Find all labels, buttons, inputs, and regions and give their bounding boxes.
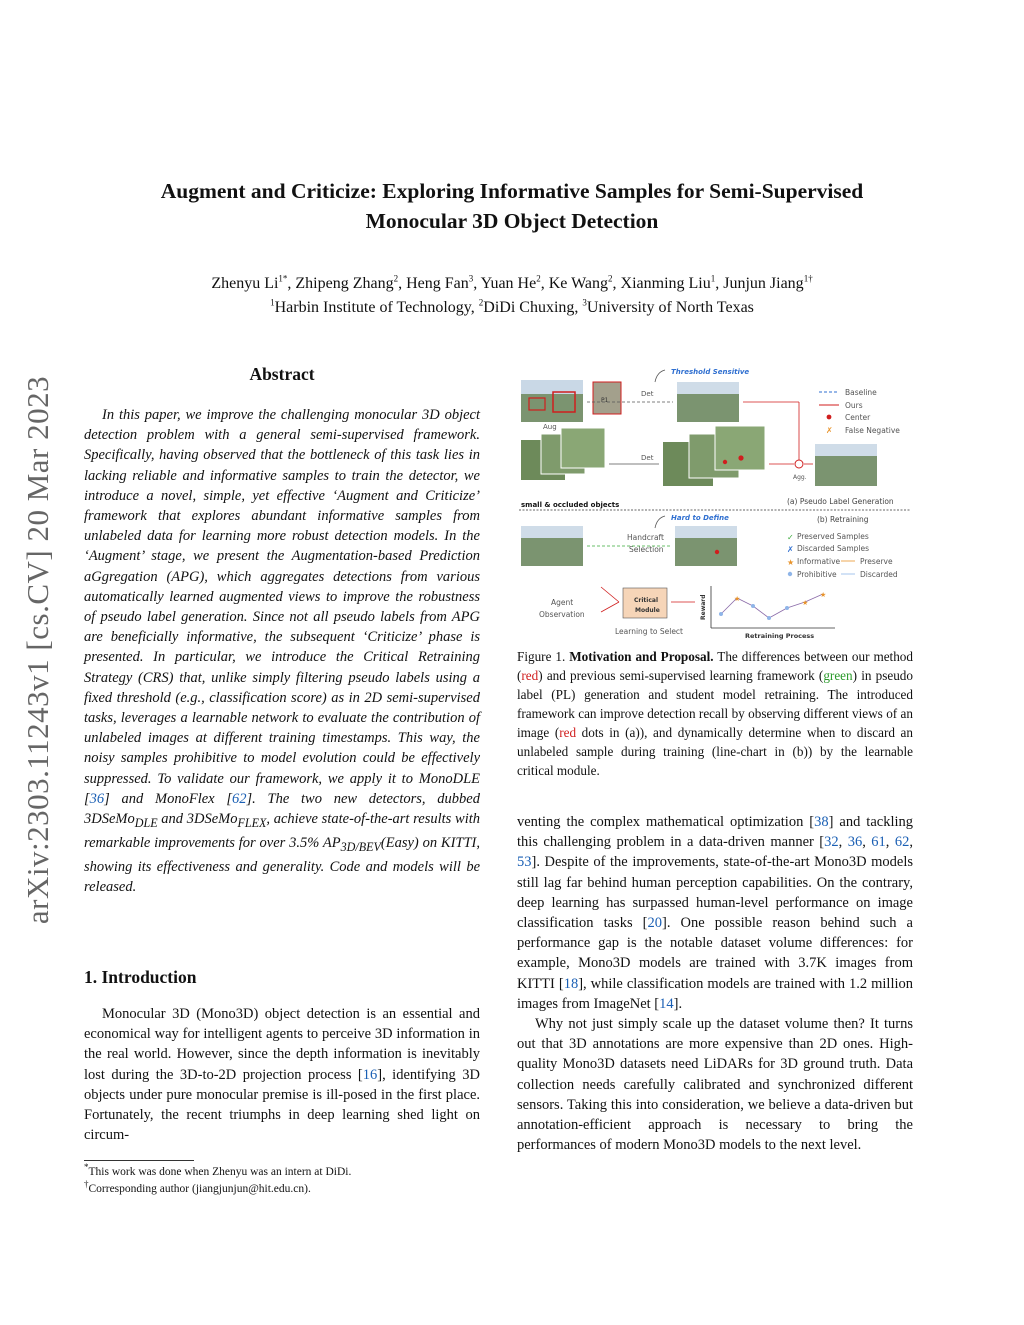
svg-text:✓: ✓: [787, 533, 794, 542]
det-label: Det: [641, 390, 654, 398]
citation-link[interactable]: 32: [824, 834, 839, 851]
small-occluded-label: small & occluded objects: [521, 501, 620, 509]
citation-link[interactable]: 38: [814, 814, 829, 830]
affiliation: Harbin Institute of Technology,: [274, 299, 475, 316]
svg-text:Preserve: Preserve: [860, 557, 893, 566]
citation-link[interactable]: 18: [563, 975, 579, 992]
citation-link[interactable]: 16: [362, 1066, 378, 1083]
svg-text:★: ★: [734, 595, 741, 603]
arxiv-stamp-text: arXiv:2303.11243v1 [cs.CV] 20 Mar 2023: [20, 375, 55, 925]
threshold-sensitive-label: Threshold Sensitive: [671, 368, 750, 376]
author-name: Xianming Liu: [620, 275, 711, 292]
observation-label: Observation: [539, 610, 585, 619]
citation-link[interactable]: 62: [232, 790, 247, 807]
intro-heading: 1. Introduction: [84, 967, 197, 987]
author-name: Ke Wang: [548, 275, 609, 292]
panel-a-label: (a) Pseudo Label Generation: [787, 497, 894, 506]
citation-link[interactable]: 61: [871, 834, 886, 851]
abstract-heading: Abstract: [249, 364, 315, 384]
affiliation-mark: 2: [393, 273, 399, 284]
learning-to-select-label: Learning to Select: [615, 627, 683, 636]
svg-text:Discarded Samples: Discarded Samples: [797, 544, 869, 553]
author-block: [80, 272, 944, 320]
affiliation-mark: 3: [468, 273, 474, 284]
retraining-axis-label: Retraining Process: [745, 632, 815, 640]
author-name: Heng Fan: [406, 275, 469, 292]
title-line-1: Augment and Criticize: Exploring Informative Samples for Semi-Supervised: [160, 179, 864, 203]
citation-link[interactable]: 62: [894, 834, 910, 851]
footnotes: [84, 1160, 480, 1198]
paper-title: [80, 176, 944, 236]
author-name: Zhipeng Zhang: [295, 275, 394, 292]
svg-text:False Negative: False Negative: [845, 426, 900, 435]
aug-label: Aug: [543, 423, 557, 431]
right-column-body: [517, 812, 913, 1155]
footnote-rule: [84, 1160, 194, 1161]
arxiv-stamp: [8, 350, 68, 950]
svg-text:Informative: Informative: [797, 557, 841, 566]
affiliation-mark: 1: [710, 273, 716, 284]
svg-text:Module: Module: [635, 607, 660, 614]
panel-b-label: (b) Retraining: [817, 515, 869, 524]
svg-text:P1: P1: [601, 397, 609, 404]
svg-text:★: ★: [802, 599, 809, 607]
svg-text:Critical: Critical: [634, 597, 659, 604]
footnote-1: *This work was done when Zhenyu was an intern at DiDi.: [84, 1162, 352, 1178]
affiliation-mark: 1: [803, 273, 809, 284]
legend-b: [787, 532, 898, 579]
hard-to-define-label: Hard to Define: [671, 514, 729, 522]
agg-label: Agg.: [793, 474, 807, 481]
svg-text:✗: ✗: [787, 545, 794, 554]
affiliation: University of North Texas: [586, 299, 754, 316]
figure-1: [515, 362, 915, 640]
citation-link[interactable]: 36: [89, 790, 105, 807]
citation-link[interactable]: 20: [647, 915, 663, 932]
svg-text:Discarded: Discarded: [860, 570, 898, 579]
svg-text:Baseline: Baseline: [845, 388, 877, 397]
footnote-2: †Corresponding author (jiangjunjun@hit.edu.cn).: [84, 1179, 311, 1195]
svg-text:Ours: Ours: [845, 401, 863, 410]
paragraph: venting the complex mathematical optimization [38] and tackling this challenging problem in a data-driven manner [32, 36, 61, 62, 53]. Despite of the improvements, state-of-the-art Mono3D models still lag far behind human perception capabilities. On the contrary, deep learning has surpassed human-level performance on image classification tasks [20]. One possible reason behind such a performance gap is the notable dataset volume differences: for example, Mono3D models are trained with 3.7K images from KITTI [18], while classification models are trained with 1.2 million images from ImageNet [14].: [517, 814, 914, 1012]
svg-text:✗: ✗: [826, 426, 833, 435]
intro-body: Monocular 3D (Mono3D) object detection is an essential and economical way for intelligent agents to perceive 3D information in the real world. However, since the depth information is inevitably lost during the 3D-to-2D projection process [16], identifying 3D objects under pure monocular premise is ill-posed in the first place. Fortunately, the recent triumphs in deep learning shed light on circum-: [84, 1006, 480, 1144]
author-name: Junjun Jiang: [723, 275, 804, 292]
svg-text:Center: Center: [845, 413, 871, 422]
svg-text:Prohibitive: Prohibitive: [797, 570, 837, 579]
abstract-body: In this paper, we improve the challenging monocular 3D object detection problem with a general semi-supervised framework. Specifically, having observed that the bottleneck of this task lies in lacking reliable and informative samples to train the detector, we introduce a novel, simple, yet effective ‘Augment and Criticize’ framework that explores abundant informative samples from unlabeled data for learning more robust detection models. In the ‘Augment’ stage, we present the Augmentation-based Prediction aGgregation (APG), which aggregates detections from various automatically learned augmented views to improve the robustness of pseudo label generation. Since not all pseudo labels from APG are beneficially informative, the subsequent ‘Criticize’ phase is presented. In particular, we introduce the Critical Retraining Strategy (CRS) that, unlike simply filtering pseudo labels using a fixed threshold (e.g., classification score) as in 2D semi-supervised tasks, leverages a learnable network to evaluate the contribution of unlabeled images at different training timestamps. This way, the noisy samples prohibitive to model evolution could be effectively suppressed. To validate our framework, we apply it to MonoDLE [36] and MonoFlex [62]. The two new detectors, dubbed 3DSeMo$_{DLE}$ and 3DSeMo$_{FLEX}$, achieve state-of-the-art results with remarkable improvements for over 3.5% $AP_{3D/BEV}(Easy)$ on KITTI, showing its effectiveness and generality. Code and models will be released.: [84, 407, 481, 896]
citation-link[interactable]: 14: [659, 995, 674, 1012]
paragraph: Why not just simply scale up the dataset volume then? It turns out that 3D annotations are more expensive than 2D ones. High-quality Mono3D datasets need LiDARs for 3D ground truth. Data collection needs carefully calibrated and synchronized different sensors. Taking this into consideration, we believe a data-driven but annotation-efficient approach is necessary to bring the performances of modern Mono3D models to the next level.: [517, 1016, 913, 1154]
affiliation-mark: 1: [278, 273, 283, 284]
legend-a: [819, 388, 900, 435]
citation-link[interactable]: 36: [847, 834, 863, 851]
affiliation-mark: 2: [608, 273, 613, 284]
agent-label: Agent: [551, 598, 574, 607]
citation-link[interactable]: 53: [517, 854, 532, 871]
title-line-2: Monocular 3D Object Detection: [365, 209, 659, 233]
svg-text:★: ★: [787, 558, 795, 567]
author-name: Yuan He: [480, 275, 537, 292]
figure-caption: Figure 1. Motivation and Proposal. The differences between our method (red) and previous semi-supervised learning framework (green) in pseudo label (PL) generation and student model retraining. The introduced framework can improve detection recall by observing different views of an image (red dots in (a)), and dynamically determine when to discard an unlabeled sample during training (line-chart in (b)) by the learnable critical module.: [517, 649, 913, 778]
author-list: Zhenyu $Li^{1*}$, Zhipeng Zhang$^2$, Heng Fan$^3$, Yuan He$^2$, Ke Wang$^2$, Xianming Liu$^1$, Junjun Jiang$^{1\dagger}$: [211, 273, 813, 292]
handcraft-label: Handcraft: [627, 533, 665, 542]
svg-text:Preserved Samples: Preserved Samples: [797, 532, 869, 541]
affiliation-mark: 2: [536, 273, 541, 284]
svg-text:★: ★: [820, 591, 827, 599]
affiliation-list: $^1$Harbin Institute of Technology, $^2$DiDi Chuxing, $^3$University of North Texas: [270, 297, 754, 316]
selection-label: Selection: [629, 545, 664, 554]
affiliation: DiDi Chuxing,: [483, 299, 579, 316]
det-label: Det: [641, 454, 654, 462]
reward-axis-label: Reward: [700, 594, 707, 620]
author-name: Zhenyu Li: [211, 275, 279, 292]
